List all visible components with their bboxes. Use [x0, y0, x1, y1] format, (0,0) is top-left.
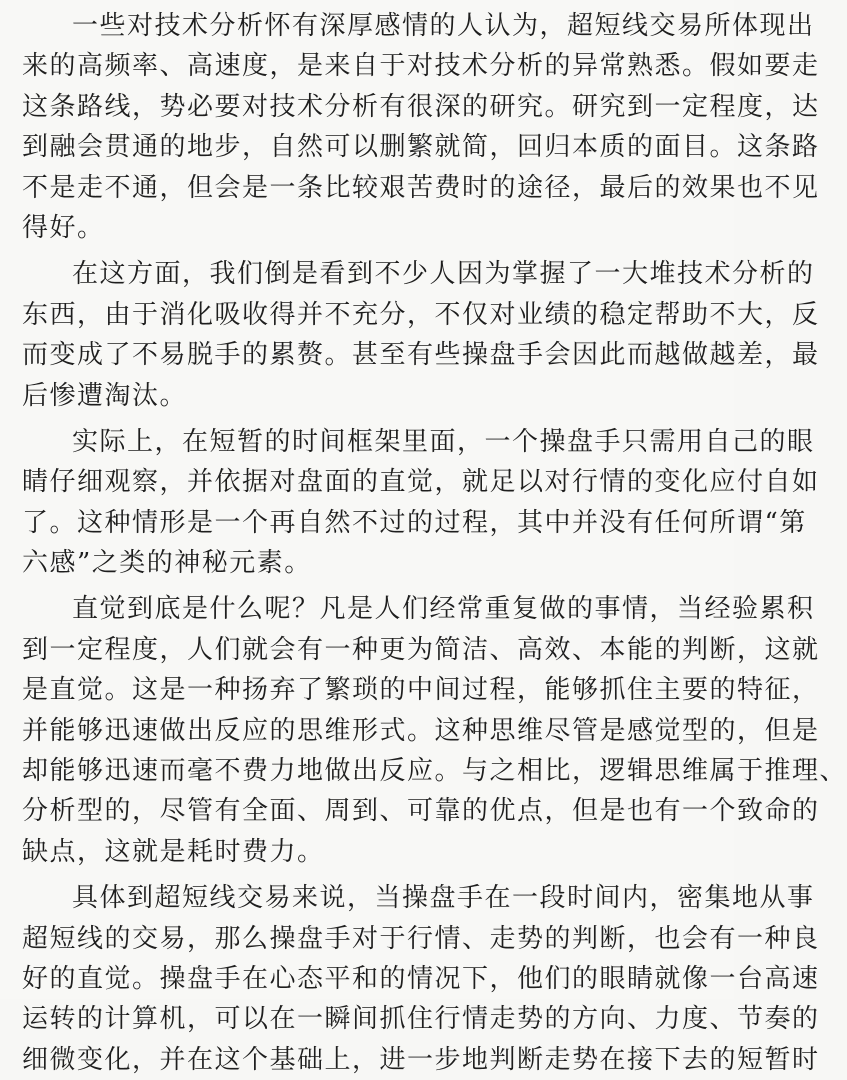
text-line: 东西，由于消化吸收得并不充分，不仅对业绩的稳定帮助不大，反	[22, 299, 820, 330]
text-line: 超短线的交易，那么操盘手对于行情、走势的判断，也会有一种良	[22, 923, 820, 954]
text-line: 分析型的，尽管有全面、周到、可靠的优点，但是也有一个致命的	[22, 796, 820, 827]
text-line: 了。这种情形是一个再自然不过的过程，其中并没有任何所谓“第	[22, 507, 807, 538]
text-line: 是直觉。这是一种扬弃了繁琐的中间过程，能够抓住主要的特征，	[22, 675, 820, 706]
text-line: 实际上，在短暂的时间框架里面，一个操盘手只需用自己的眼	[72, 426, 815, 457]
text-line: 来的高频率、高速度，是来自于对技术分析的异常熟悉。假如要走	[22, 51, 820, 82]
paragraph-2	[22, 254, 820, 416]
text-line: 后惨遭淘汰。	[22, 380, 188, 411]
text-line: 得好。	[22, 212, 105, 243]
text-line: 好的直觉。操盘手在心态平和的情况下，他们的眼睛就像一台高速	[22, 963, 820, 994]
text-line: 六感”之类的神秘元素。	[22, 548, 312, 579]
text-line: 却能够迅速而毫不费力地做出反应。与之相比，逻辑思维属于推理、	[22, 756, 847, 787]
text-line: 到一定程度，人们就会有一种更为简洁、高效、本能的判断，这就	[22, 634, 820, 665]
text-line: 缺点，这就是耗时费力。	[22, 836, 325, 867]
text-line: 细微变化，并在这个基础上，进一步地判断走势在接下去的短暂时	[22, 1044, 820, 1075]
text-line: 睛仔细观察，并依据对盘面的直觉，就足以对行情的变化应付自如	[22, 467, 820, 498]
text-line: 这条路线，势必要对技术分析有很深的研究。研究到一定程度，达	[22, 91, 820, 122]
text-line: 不是走不通，但会是一条比较艰苦费时的途径，最后的效果也不见	[22, 172, 820, 203]
text-line: 直觉到底是什么呢？凡是人们经常重复做的事情，当经验累积	[72, 594, 815, 625]
paragraph-1	[22, 6, 820, 248]
text-line: 具体到超短线交易来说，当操盘手在一段时间内，密集地从事	[72, 883, 815, 914]
paragraph-4	[22, 589, 847, 872]
text-line: 一些对技术分析怀有深厚感情的人认为，超短线交易所体现出	[72, 11, 815, 41]
text-line: 运转的计算机，可以在一瞬间抓住行情走势的方向、力度、节奏的	[22, 1004, 820, 1035]
text-line: 到融会贯通的地步，自然可以删繁就简，回归本质的面目。这条路	[22, 132, 820, 163]
text-line: 并能够迅速做出反应的思维形式。这种思维尽管是感觉型的，但是	[22, 715, 820, 746]
paragraph-3	[22, 422, 820, 584]
text-line: 而变成了不易脱手的累赘。甚至有些操盘手会因此而越做越差，最	[22, 340, 820, 371]
text-line: 在这方面，我们倒是看到不少人因为掌握了一大堆技术分析的	[72, 259, 815, 290]
paragraph-5	[22, 878, 820, 1080]
